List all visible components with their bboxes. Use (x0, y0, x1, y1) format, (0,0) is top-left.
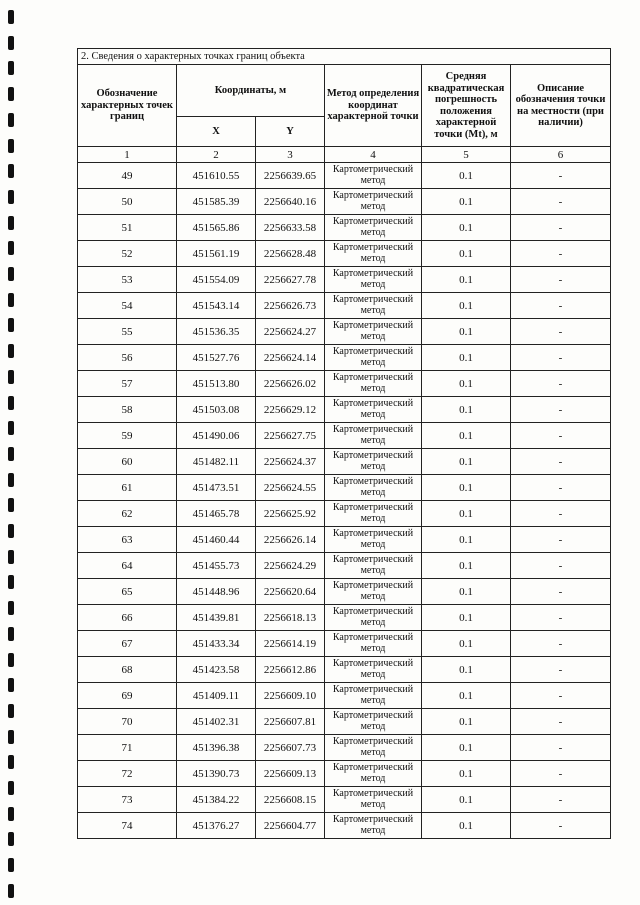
coord-x: 451409.11 (177, 683, 256, 709)
point-description: - (511, 475, 611, 501)
coord-y: 2256618.13 (256, 605, 325, 631)
coord-x: 451439.81 (177, 605, 256, 631)
point-description: - (511, 371, 611, 397)
method (325, 605, 422, 631)
method-line2: метод (360, 538, 386, 550)
method-line1: Картометрический (332, 658, 414, 669)
binding-hole (8, 216, 14, 230)
coord-x: 451536.35 (177, 319, 256, 345)
binding-hole (8, 87, 14, 101)
method (325, 267, 422, 293)
error-mt: 0.1 (422, 371, 511, 397)
point-number: 68 (78, 657, 177, 683)
method-line2: метод (360, 772, 386, 784)
coord-y: 2256608.15 (256, 787, 325, 813)
header-error: Средняя квадратическая погрешность положения характерной точки (Mt), м (422, 65, 511, 147)
coord-x: 451561.19 (177, 241, 256, 267)
binding-hole (8, 550, 14, 564)
method-line1: Картометрический (332, 372, 414, 383)
column-number: 2 (177, 147, 256, 163)
binding-hole (8, 344, 14, 358)
table-row (78, 683, 611, 709)
point-description: - (511, 501, 611, 527)
method-line1: Картометрический (332, 190, 414, 201)
point-description: - (511, 163, 611, 189)
binding-hole (8, 524, 14, 538)
point-number: 58 (78, 397, 177, 423)
binding-hole (8, 139, 14, 153)
error-mt: 0.1 (422, 761, 511, 787)
point-number: 55 (78, 319, 177, 345)
method-line1: Картометрический (332, 294, 414, 305)
coord-y: 2256609.13 (256, 761, 325, 787)
coord-y: 2256625.92 (256, 501, 325, 527)
method (325, 215, 422, 241)
coord-y: 2256633.58 (256, 215, 325, 241)
error-mt: 0.1 (422, 319, 511, 345)
table-row (78, 423, 611, 449)
binding-hole (8, 498, 14, 512)
point-description: - (511, 553, 611, 579)
method (325, 293, 422, 319)
method (325, 501, 422, 527)
table-row (78, 189, 611, 215)
method (325, 709, 422, 735)
point-description: - (511, 657, 611, 683)
coord-x: 451396.38 (177, 735, 256, 761)
method-line1: Картометрический (332, 710, 414, 721)
method-line2: метод (360, 720, 386, 732)
method-line1: Картометрический (332, 398, 414, 409)
method (325, 579, 422, 605)
error-mt: 0.1 (422, 709, 511, 735)
method-line2: метод (360, 512, 386, 524)
method-line1: Картометрический (332, 450, 414, 461)
binding-hole (8, 832, 14, 846)
error-mt: 0.1 (422, 579, 511, 605)
table-row (78, 397, 611, 423)
method-line1: Картометрический (332, 736, 414, 747)
binding-hole (8, 190, 14, 204)
method-line1: Картометрический (332, 632, 414, 643)
point-description: - (511, 267, 611, 293)
method-line2: метод (360, 746, 386, 758)
point-number: 74 (78, 813, 177, 839)
method-line2: метод (360, 694, 386, 706)
coord-x: 451390.73 (177, 761, 256, 787)
error-mt: 0.1 (422, 423, 511, 449)
table-row (78, 293, 611, 319)
coord-y: 2256640.16 (256, 189, 325, 215)
method (325, 397, 422, 423)
binding-hole (8, 601, 14, 615)
coord-x: 451376.27 (177, 813, 256, 839)
method (325, 423, 422, 449)
binding-hole (8, 704, 14, 718)
method (325, 371, 422, 397)
coord-x: 451585.39 (177, 189, 256, 215)
coord-x: 451610.55 (177, 163, 256, 189)
coord-y: 2256626.02 (256, 371, 325, 397)
method-line2: метод (360, 668, 386, 680)
method-line1: Картометрический (332, 346, 414, 357)
coord-x: 451527.76 (177, 345, 256, 371)
method-line1: Картометрический (332, 424, 414, 435)
binding-hole (8, 241, 14, 255)
table-caption: 2. Сведения о характерных точках границ объекта (78, 49, 611, 65)
table-row (78, 241, 611, 267)
point-number: 57 (78, 371, 177, 397)
binding-hole (8, 370, 14, 384)
error-mt: 0.1 (422, 475, 511, 501)
table-row (78, 267, 611, 293)
point-description: - (511, 709, 611, 735)
method-line1: Картометрический (332, 762, 414, 773)
binding-hole (8, 293, 14, 307)
method (325, 657, 422, 683)
method-line2: метод (360, 278, 386, 290)
point-description: - (511, 189, 611, 215)
method (325, 241, 422, 267)
coord-x: 451482.11 (177, 449, 256, 475)
method-line1: Картометрический (332, 554, 414, 565)
coord-x: 451402.31 (177, 709, 256, 735)
error-mt: 0.1 (422, 813, 511, 839)
binding-hole (8, 884, 14, 898)
point-number: 60 (78, 449, 177, 475)
binding-hole (8, 653, 14, 667)
coord-y: 2256626.14 (256, 527, 325, 553)
method-line2: метод (360, 486, 386, 498)
point-description: - (511, 397, 611, 423)
point-number: 52 (78, 241, 177, 267)
method-line2: метод (360, 174, 386, 186)
point-number: 62 (78, 501, 177, 527)
table-row (78, 605, 611, 631)
point-number: 67 (78, 631, 177, 657)
coord-y: 2256624.14 (256, 345, 325, 371)
method (325, 449, 422, 475)
point-description: - (511, 631, 611, 657)
coord-y: 2256614.19 (256, 631, 325, 657)
method-line2: метод (360, 616, 386, 628)
error-mt: 0.1 (422, 215, 511, 241)
table-row (78, 475, 611, 501)
point-number: 64 (78, 553, 177, 579)
method-line2: метод (360, 642, 386, 654)
method-line1: Картометрический (332, 684, 414, 695)
header-coordinates: Координаты, м (177, 65, 325, 117)
method-line1: Картометрический (332, 606, 414, 617)
error-mt: 0.1 (422, 293, 511, 319)
point-description: - (511, 293, 611, 319)
error-mt: 0.1 (422, 631, 511, 657)
coord-x: 451543.14 (177, 293, 256, 319)
coord-x: 451433.34 (177, 631, 256, 657)
coord-y: 2256624.37 (256, 449, 325, 475)
method-line2: метод (360, 252, 386, 264)
method-line2: метод (360, 824, 386, 836)
coord-x: 451448.96 (177, 579, 256, 605)
table-row (78, 345, 611, 371)
method-line2: метод (360, 226, 386, 238)
method (325, 787, 422, 813)
table-row (78, 319, 611, 345)
point-number: 73 (78, 787, 177, 813)
point-description: - (511, 449, 611, 475)
coord-x: 451513.80 (177, 371, 256, 397)
header-y: Y (256, 117, 325, 147)
coord-x: 451465.78 (177, 501, 256, 527)
point-number: 49 (78, 163, 177, 189)
method-line1: Картометрический (332, 502, 414, 513)
error-mt: 0.1 (422, 449, 511, 475)
point-description: - (511, 683, 611, 709)
point-description: - (511, 579, 611, 605)
binding-hole (8, 396, 14, 410)
error-mt: 0.1 (422, 605, 511, 631)
coord-x: 451565.86 (177, 215, 256, 241)
point-number: 51 (78, 215, 177, 241)
point-description: - (511, 605, 611, 631)
method (325, 189, 422, 215)
binding-hole (8, 678, 14, 692)
method-line2: метод (360, 460, 386, 472)
binding-hole (8, 858, 14, 872)
point-number: 65 (78, 579, 177, 605)
coord-x: 451423.58 (177, 657, 256, 683)
coord-x: 451384.22 (177, 787, 256, 813)
table-row (78, 163, 611, 189)
table-row (78, 761, 611, 787)
coord-y: 2256629.12 (256, 397, 325, 423)
binding-hole (8, 575, 14, 589)
method-line2: метод (360, 408, 386, 420)
coord-y: 2256609.10 (256, 683, 325, 709)
point-number: 72 (78, 761, 177, 787)
method (325, 345, 422, 371)
point-number: 70 (78, 709, 177, 735)
coord-y: 2256624.27 (256, 319, 325, 345)
binding-hole (8, 164, 14, 178)
point-description: - (511, 423, 611, 449)
binding-hole (8, 755, 14, 769)
binding-hole (8, 113, 14, 127)
table-row (78, 735, 611, 761)
coord-y: 2256628.48 (256, 241, 325, 267)
method-line1: Картометрический (332, 580, 414, 591)
error-mt: 0.1 (422, 241, 511, 267)
error-mt: 0.1 (422, 163, 511, 189)
coord-x: 451460.44 (177, 527, 256, 553)
method (325, 319, 422, 345)
error-mt: 0.1 (422, 501, 511, 527)
method-line1: Картометрический (332, 268, 414, 279)
method-line2: метод (360, 798, 386, 810)
method-line1: Картометрический (332, 320, 414, 331)
table-row (78, 787, 611, 813)
method (325, 813, 422, 839)
method-line1: Картометрический (332, 814, 414, 825)
method (325, 631, 422, 657)
boundary-points-table (77, 48, 611, 839)
binding-hole (8, 10, 14, 24)
table-row (78, 527, 611, 553)
error-mt: 0.1 (422, 267, 511, 293)
point-description: - (511, 527, 611, 553)
point-number: 56 (78, 345, 177, 371)
point-number: 63 (78, 527, 177, 553)
error-mt: 0.1 (422, 553, 511, 579)
table-row (78, 709, 611, 735)
coord-y: 2256612.86 (256, 657, 325, 683)
binding-hole (8, 421, 14, 435)
error-mt: 0.1 (422, 345, 511, 371)
point-number: 69 (78, 683, 177, 709)
method (325, 475, 422, 501)
error-mt: 0.1 (422, 657, 511, 683)
header-x: X (177, 117, 256, 147)
binding-hole (8, 627, 14, 641)
point-number: 50 (78, 189, 177, 215)
method-line2: метод (360, 330, 386, 342)
binding-hole (8, 267, 14, 281)
table-row (78, 657, 611, 683)
coord-x: 451503.08 (177, 397, 256, 423)
point-number: 59 (78, 423, 177, 449)
binding-holes (0, 0, 22, 905)
coord-y: 2256604.77 (256, 813, 325, 839)
coord-y: 2256627.75 (256, 423, 325, 449)
error-mt: 0.1 (422, 735, 511, 761)
method-line1: Картометрический (332, 528, 414, 539)
point-description: - (511, 735, 611, 761)
error-mt: 0.1 (422, 397, 511, 423)
coord-y: 2256627.78 (256, 267, 325, 293)
method (325, 761, 422, 787)
coord-y: 2256626.73 (256, 293, 325, 319)
column-number: 1 (78, 147, 177, 163)
point-description: - (511, 813, 611, 839)
method-line2: метод (360, 200, 386, 212)
binding-hole (8, 473, 14, 487)
binding-hole (8, 318, 14, 332)
method-line2: метод (360, 304, 386, 316)
table-row (78, 553, 611, 579)
method-line1: Картометрический (332, 216, 414, 227)
coord-y: 2256624.29 (256, 553, 325, 579)
coord-y: 2256607.81 (256, 709, 325, 735)
point-description: - (511, 319, 611, 345)
error-mt: 0.1 (422, 787, 511, 813)
method-line2: метод (360, 356, 386, 368)
method-line1: Картометрический (332, 788, 414, 799)
coord-x: 451455.73 (177, 553, 256, 579)
table-row (78, 215, 611, 241)
error-mt: 0.1 (422, 189, 511, 215)
method-line1: Картометрический (332, 476, 414, 487)
method-line2: метод (360, 382, 386, 394)
header-designation: Обозначение характерных точек границ (78, 65, 177, 147)
error-mt: 0.1 (422, 683, 511, 709)
header-description: Описание обозначения точки на местности (при наличии) (511, 65, 611, 147)
error-mt: 0.1 (422, 527, 511, 553)
binding-hole (8, 807, 14, 821)
coord-y: 2256607.73 (256, 735, 325, 761)
coord-y: 2256639.65 (256, 163, 325, 189)
point-number: 53 (78, 267, 177, 293)
point-number: 66 (78, 605, 177, 631)
table-row (78, 631, 611, 657)
column-number: 5 (422, 147, 511, 163)
column-number: 3 (256, 147, 325, 163)
coord-y: 2256620.64 (256, 579, 325, 605)
table-row (78, 579, 611, 605)
table-row (78, 371, 611, 397)
table-row (78, 813, 611, 839)
method (325, 527, 422, 553)
table-row (78, 449, 611, 475)
binding-hole (8, 730, 14, 744)
binding-hole (8, 61, 14, 75)
point-description: - (511, 787, 611, 813)
column-number: 4 (325, 147, 422, 163)
method-line2: метод (360, 590, 386, 602)
method-line2: метод (360, 434, 386, 446)
point-number: 61 (78, 475, 177, 501)
coord-x: 451490.06 (177, 423, 256, 449)
point-number: 71 (78, 735, 177, 761)
coord-y: 2256624.55 (256, 475, 325, 501)
coord-x: 451554.09 (177, 267, 256, 293)
point-description: - (511, 215, 611, 241)
coord-x: 451473.51 (177, 475, 256, 501)
method-line1: Картометрический (332, 164, 414, 175)
method (325, 683, 422, 709)
method (325, 163, 422, 189)
binding-hole (8, 447, 14, 461)
method (325, 553, 422, 579)
header-method: Метод определения координат характерной точки (325, 65, 422, 147)
point-description: - (511, 761, 611, 787)
point-description: - (511, 241, 611, 267)
method-line2: метод (360, 564, 386, 576)
binding-hole (8, 36, 14, 50)
point-description: - (511, 345, 611, 371)
table-row (78, 501, 611, 527)
method-line1: Картометрический (332, 242, 414, 253)
binding-hole (8, 781, 14, 795)
point-number: 54 (78, 293, 177, 319)
method (325, 735, 422, 761)
column-number: 6 (511, 147, 611, 163)
document-page (77, 48, 610, 839)
